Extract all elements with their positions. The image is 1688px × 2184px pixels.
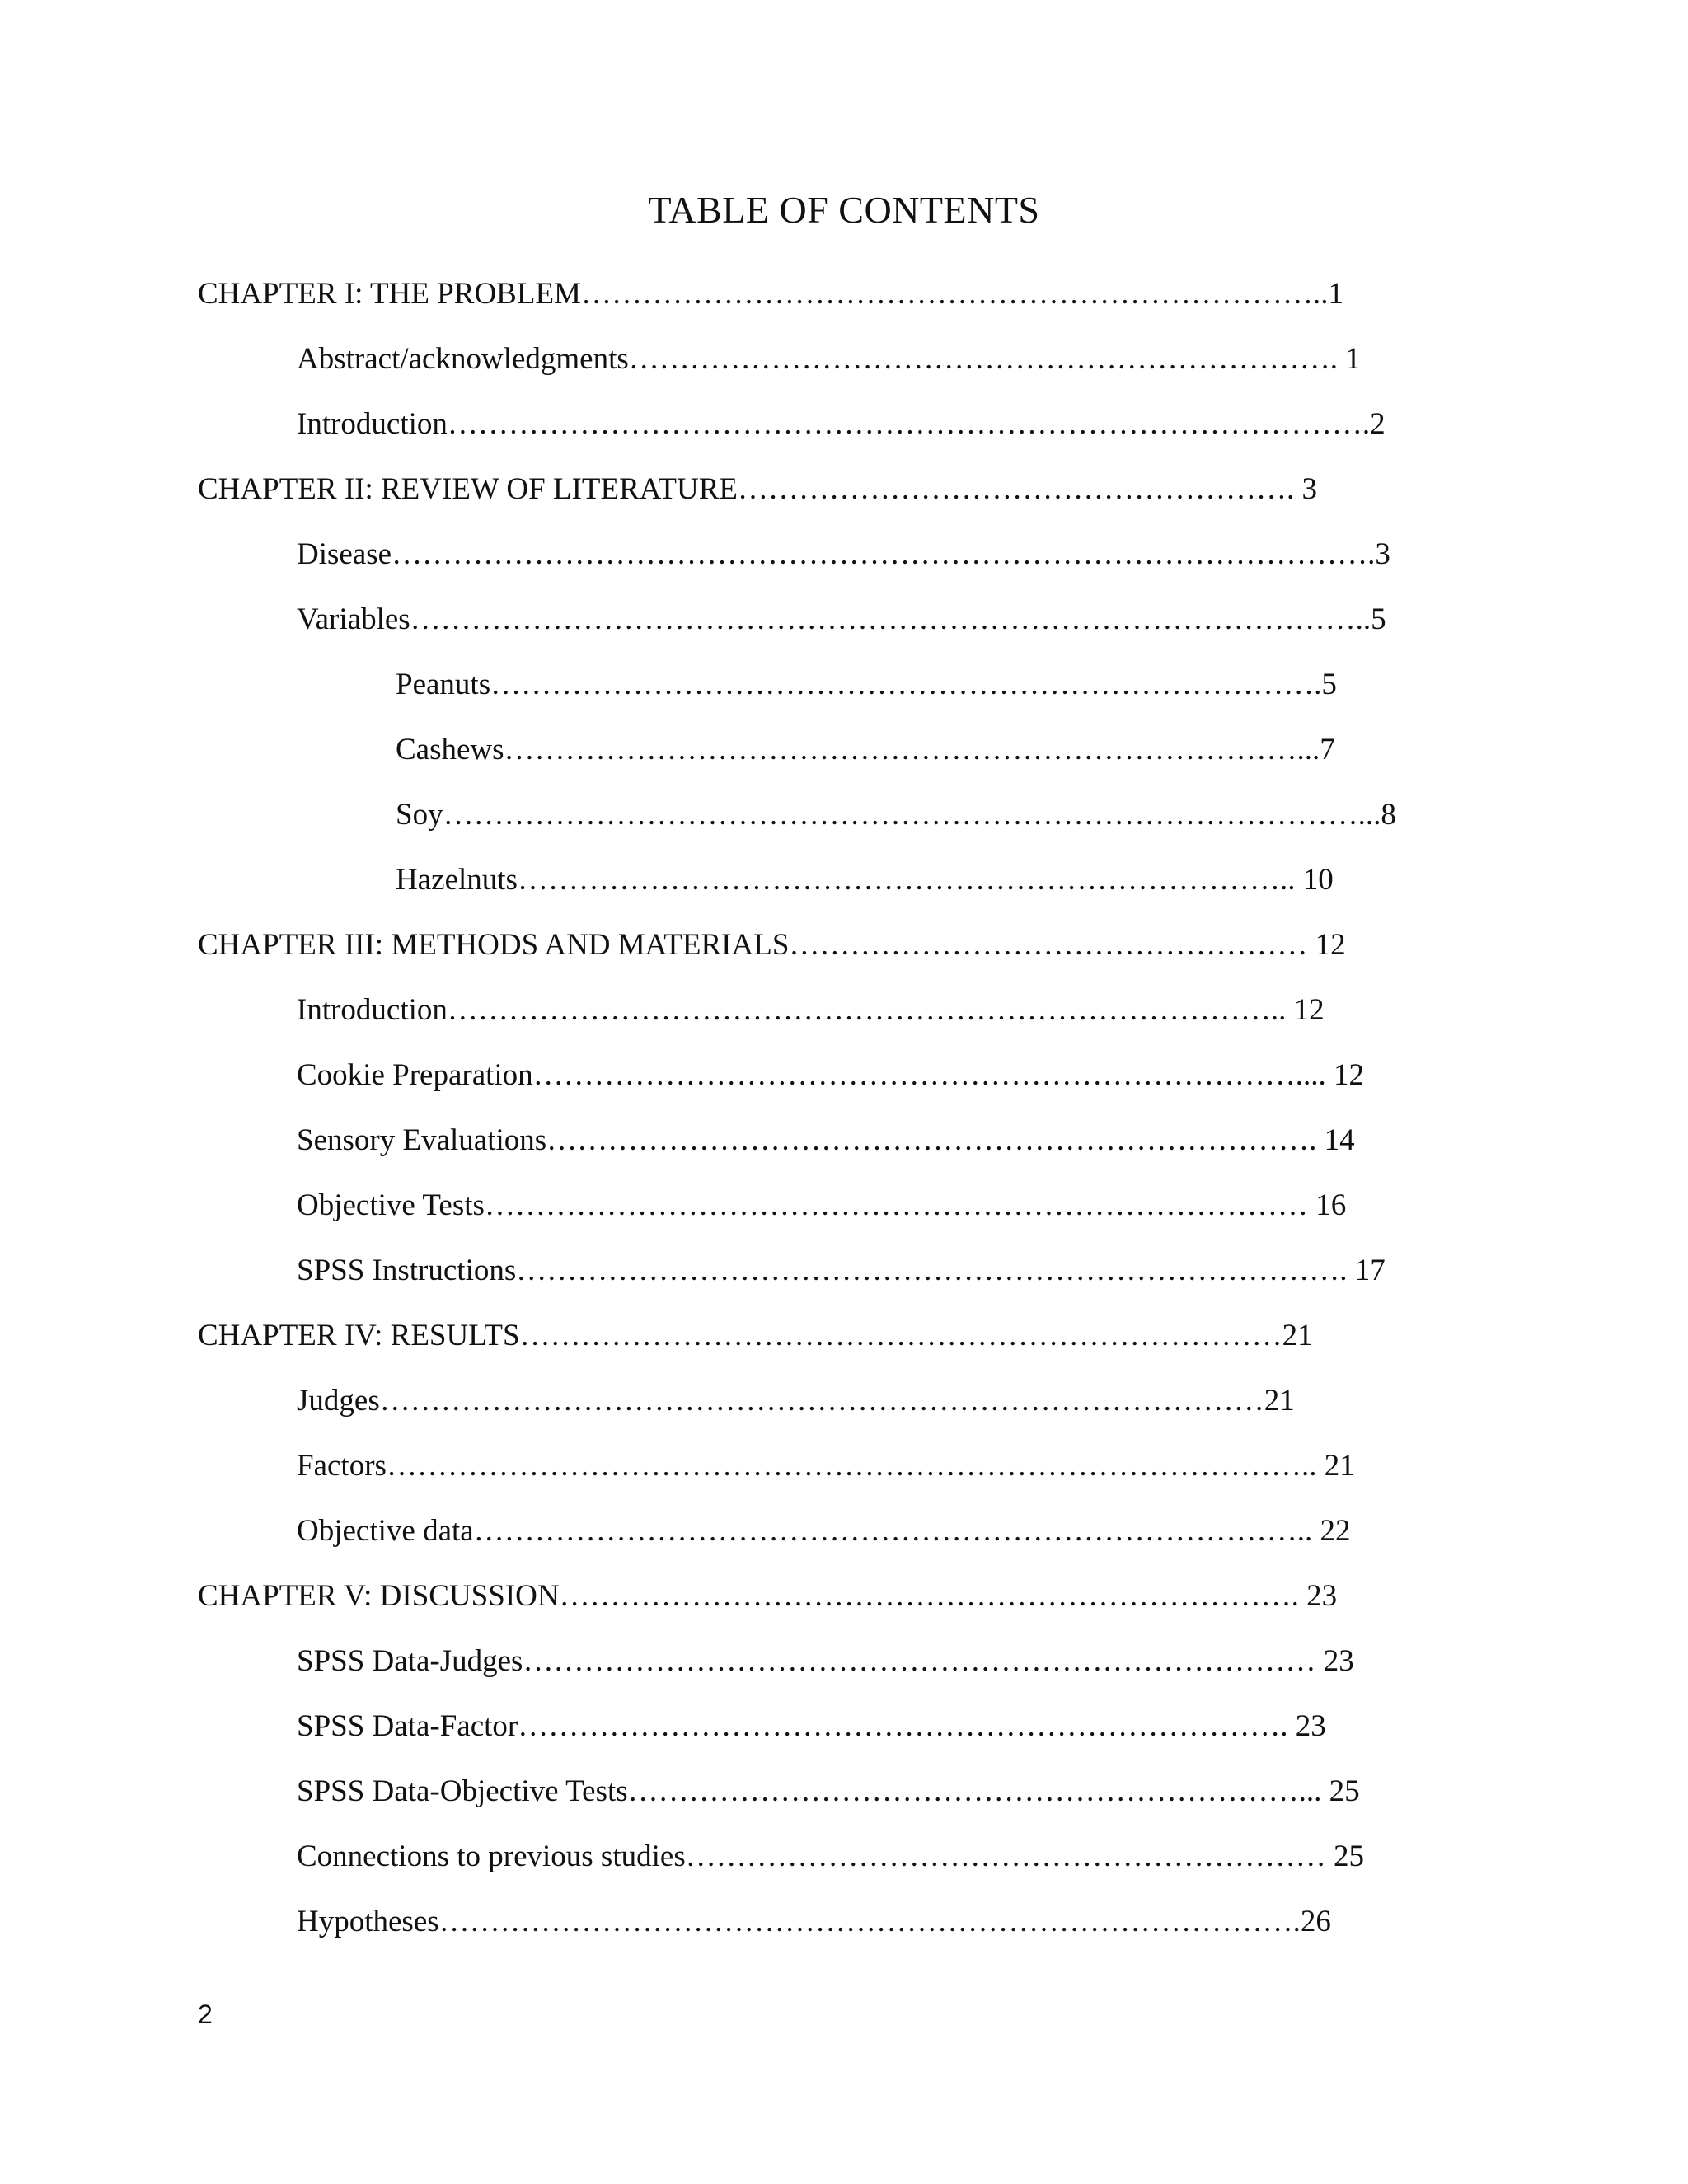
toc-entry-title: Soy — [396, 798, 443, 832]
toc-entry-hazelnuts — [396, 860, 1334, 901]
toc-entry-title: Judges — [297, 1384, 380, 1418]
toc-entry-disease — [297, 534, 1390, 575]
toc-entry-spss-instructions — [297, 1250, 1386, 1291]
toc-entry-page: 3 — [1301, 472, 1317, 506]
toc-entry-leader: …………………………………………………………... — [627, 1774, 1329, 1808]
toc-entry-page: 12 — [1333, 1058, 1364, 1092]
toc-entry-page: 16 — [1315, 1188, 1347, 1222]
toc-entry-title: Hypotheses — [297, 1905, 439, 1938]
toc-entry-leader: …………………………………………………………………… — [523, 1644, 1324, 1678]
toc-entry-leader: ……………………………………………………………………………….. — [386, 1449, 1325, 1483]
toc-entry-connections-to-previous-studies — [297, 1836, 1364, 1877]
toc-entry-page: 12 — [1293, 993, 1325, 1027]
toc-entry-page: 25 — [1333, 1840, 1364, 1873]
toc-entry-sensory-evaluations — [297, 1120, 1355, 1161]
toc-entry-judges — [297, 1380, 1295, 1422]
toc-entry-spss-data-judges — [297, 1641, 1354, 1682]
toc-entry-title: Introduction — [297, 993, 448, 1027]
toc-entry-chapter-1 — [198, 274, 1343, 315]
toc-entry-leader: ………………………………………………. — [738, 472, 1302, 506]
toc-entry-page: 21 — [1264, 1384, 1295, 1418]
toc-entry-factors — [297, 1446, 1355, 1487]
toc-entry-spss-data-objective-tests — [297, 1771, 1360, 1812]
toc-entry-spss-data-factor — [297, 1706, 1326, 1747]
toc-entry-page: 12 — [1315, 928, 1346, 962]
toc-entry-page: 26 — [1300, 1905, 1331, 1938]
toc-entry-title: Disease — [297, 537, 392, 571]
toc-entry-leader: ………………………………………………………………. — [559, 1579, 1307, 1613]
toc-entry-title: CHAPTER III: METHODS AND MATERIALS — [198, 928, 790, 962]
toc-entry-leader: ……………………………………………………………………………………. — [392, 537, 1376, 571]
toc-entry-title: Hazelnuts — [396, 863, 518, 897]
toc-entry-leader: ……………………………………………………………………… — [484, 1188, 1316, 1222]
toc-entry-objective-data — [297, 1511, 1350, 1552]
page-number: 2 — [198, 1999, 213, 2029]
toc-entry-title: SPSS Data-Objective Tests — [297, 1774, 628, 1808]
toc-entry-page: 5 — [1371, 602, 1386, 636]
toc-entry-title: SPSS Data-Judges — [297, 1644, 523, 1678]
toc-entry-title: Cookie Preparation — [297, 1058, 533, 1092]
toc-entry-page: 8 — [1381, 798, 1396, 832]
toc-entry-title: Introduction — [297, 407, 448, 441]
toc-entry-title: Abstract/acknowledgments — [297, 342, 629, 376]
toc-entry-title: Factors — [297, 1449, 387, 1483]
toc-entry-leader: …………………………………………………………………. — [518, 1709, 1296, 1743]
toc-entry-page: 2 — [1370, 407, 1386, 441]
toc-entry-leader: ……………………………………………………………. — [628, 342, 1346, 376]
toc-entry-page: 7 — [1320, 733, 1335, 766]
toc-entry-leader: ………………………………………………………………………………. — [447, 407, 1371, 441]
toc-entry-page: 5 — [1321, 668, 1337, 701]
toc-entry-title: SPSS Instructions — [297, 1254, 517, 1287]
toc-entry-soy — [396, 794, 1396, 836]
toc-entry-page: 21 — [1324, 1449, 1355, 1483]
toc-entry-leader: ………………………………………………………………………………….. — [410, 602, 1372, 636]
toc-entry-chapter-4 — [198, 1315, 1313, 1357]
toc-entry-variables — [297, 599, 1386, 640]
toc-entry-title: Objective Tests — [297, 1188, 485, 1222]
toc-entry-page: 25 — [1329, 1774, 1360, 1808]
toc-entry-title: CHAPTER II: REVIEW OF LITERATURE — [198, 472, 738, 506]
toc-entry-title: CHAPTER V: DISCUSSION — [198, 1579, 560, 1613]
toc-entry-leader: ……………………………………………………………………….. — [473, 1514, 1320, 1548]
toc-entry-page: 14 — [1324, 1123, 1355, 1157]
toc-entry-page: 10 — [1302, 863, 1334, 897]
toc-entry-leader: …………………………………………………………………. — [546, 1123, 1325, 1157]
toc-entry-introduction — [297, 404, 1386, 445]
toc-entry-title: Objective data — [297, 1514, 474, 1548]
toc-entry-leader: ………………………………………………………………… — [519, 1319, 1282, 1352]
toc-entry-title: SPSS Data-Factor — [297, 1709, 518, 1743]
toc-entry-leader: ………………………………………………………………………. — [490, 668, 1322, 701]
toc-entry-page: 23 — [1306, 1579, 1338, 1613]
toc-entry-leader: ……………………………………………………… — [685, 1840, 1334, 1873]
toc-entry-page: 3 — [1375, 537, 1390, 571]
toc-entry-cashews — [396, 729, 1335, 771]
toc-entry-leader: …………………………………………………………………………. — [438, 1905, 1301, 1938]
toc-entry-page: 1 — [1345, 342, 1361, 376]
toc-title: TABLE OF CONTENTS — [648, 189, 1040, 231]
toc-entry-leader: ……………………………………………………………….. — [580, 277, 1329, 311]
toc-entry-chapter-3 — [198, 925, 1346, 966]
toc-entry-page: 17 — [1354, 1254, 1386, 1287]
toc-entry-page: 21 — [1282, 1319, 1313, 1352]
toc-entry-page: 23 — [1323, 1644, 1354, 1678]
toc-entry-title: Connections to previous studies — [297, 1840, 686, 1873]
toc-entry-leader: ………………………………………………………………….. — [517, 863, 1303, 897]
toc-entry-title: Variables — [297, 602, 410, 636]
toc-entry-leader: ………………………………………………………………….... — [532, 1058, 1334, 1092]
toc-entry-objective-tests — [297, 1185, 1346, 1226]
toc-entry-page: 23 — [1295, 1709, 1326, 1743]
toc-entry-leader: …………………………………………………………………………… — [379, 1384, 1264, 1418]
toc-entry-leader: …………………………………………… — [789, 928, 1315, 962]
toc-entry-page: 1 — [1328, 277, 1343, 311]
toc-entry-leader: ……………………………………………………………………... — [504, 733, 1320, 766]
toc-entry-title: CHAPTER I: THE PROBLEM — [198, 277, 581, 311]
toc-entry-leader: ……………………………………………………………………….. — [447, 993, 1294, 1027]
toc-entry-cookie-preparation — [297, 1055, 1364, 1096]
toc-entry-hypotheses — [297, 1901, 1331, 1943]
toc-entry-introduction-methods — [297, 990, 1325, 1031]
toc-entry-title: Cashews — [396, 733, 504, 766]
toc-entry-page: 22 — [1320, 1514, 1351, 1548]
toc-entry-abstract — [297, 339, 1361, 380]
toc-entry-title: Peanuts — [396, 668, 491, 701]
toc-entry-title: CHAPTER IV: RESULTS — [198, 1319, 520, 1352]
toc-entry-title: Sensory Evaluations — [297, 1123, 547, 1157]
toc-entry-peanuts — [396, 664, 1337, 705]
toc-entry-chapter-2 — [198, 469, 1317, 510]
toc-entry-leader: ………………………………………………………………………. — [516, 1254, 1355, 1287]
toc-entry-leader: ………………………………………………………………………………... — [443, 798, 1381, 832]
toc-entry-chapter-5 — [198, 1576, 1337, 1617]
